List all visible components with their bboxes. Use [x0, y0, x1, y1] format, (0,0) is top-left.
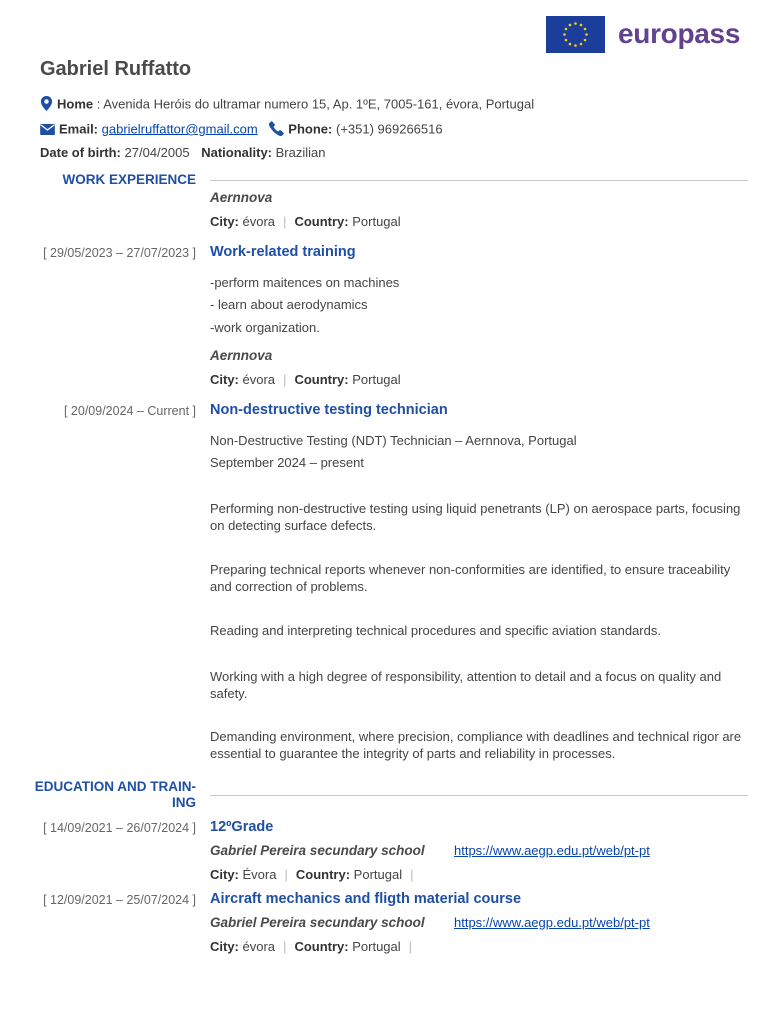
- phone-value: (+351) 969266516: [335, 121, 443, 137]
- eu-star-icon: [584, 39, 587, 42]
- job-description-line: - learn about aerodynamics: [210, 297, 368, 312]
- education-title-line: ING: [171, 795, 196, 810]
- job-description-paragraph: Working with a high degree of responsibility, attention to detail and a focus on quality and safety.: [210, 669, 722, 701]
- eu-star-icon: [580, 24, 583, 27]
- work-experience-title: WORK EXPERIENCE: [62, 172, 196, 187]
- separator: |: [283, 939, 287, 954]
- job-title: Non-destructive testing technician: [210, 402, 448, 418]
- country-value: Portugal: [353, 867, 403, 882]
- eu-star-icon: [574, 44, 577, 47]
- school-website-link[interactable]: https://www.aegp.edu.pt/web/pt-pt: [454, 843, 650, 858]
- home-address: [40, 96, 534, 114]
- email-link[interactable]: gabrielruffattor@gmail.com: [101, 121, 258, 137]
- job-description-paragraph: Performing non-destructive testing using liquid penetrants (LP) on aerospace parts, focusing on detecting surface defects.: [210, 501, 741, 533]
- europass-logo: europass: [618, 18, 741, 49]
- school-name: Gabriel Pereira secundary school: [210, 915, 425, 930]
- eu-star-icon: [569, 43, 572, 46]
- eu-star-icon: [580, 43, 583, 46]
- eu-star-icon: [565, 28, 568, 31]
- country-value: Portugal: [352, 214, 401, 229]
- school-location: [210, 867, 421, 882]
- eu-star-icon: [569, 24, 572, 27]
- email-label: Email:: [59, 121, 99, 137]
- eu-flag-icon: [546, 16, 605, 53]
- phone-icon: [269, 121, 284, 139]
- section-divider: [210, 795, 748, 796]
- separator: |: [408, 939, 413, 954]
- country-value: Portugal: [352, 939, 401, 954]
- eu-star-icon: [574, 22, 577, 25]
- school-location: [210, 939, 420, 954]
- country-label: Country:: [294, 214, 349, 229]
- job-description-paragraph: Reading and interpreting technical procedures and specific aviation standards.: [210, 623, 661, 638]
- job-description-paragraph: Demanding environment, where precision, compliance with deadlines and technical rigor are essential to guarantee the integrity of parts and reliability in processes.: [210, 729, 742, 761]
- qualification-title: 12ºGrade: [210, 819, 274, 835]
- envelope-icon: [40, 123, 55, 138]
- city-value: évora: [242, 939, 276, 954]
- eu-star-icon: [585, 33, 588, 36]
- qualification-title: Aircraft mechanics and fligth material course: [210, 891, 522, 907]
- education-dates: [ 12/09/2021 – 25/07/2024 ]: [43, 893, 196, 907]
- city-label: City:: [210, 939, 239, 954]
- nationality-value: Brazilian: [275, 145, 326, 160]
- separator: |: [284, 867, 288, 882]
- city-value: Évora: [242, 867, 277, 882]
- education-title: [20, 779, 196, 811]
- city-label: City:: [210, 867, 239, 882]
- country-label: Country:: [294, 939, 349, 954]
- employer-name: Aernnova: [210, 190, 273, 205]
- separator: |: [410, 867, 414, 882]
- eu-star-icon: [563, 33, 566, 36]
- dob-label: Date of birth:: [40, 145, 121, 160]
- city-value: évora: [242, 372, 276, 387]
- person-name: Gabriel Ruffatto: [40, 58, 192, 80]
- birth-nationality-line: [40, 145, 326, 160]
- city-label: City:: [210, 372, 239, 387]
- country-label: Country:: [295, 867, 351, 882]
- job-title: Work-related training: [210, 244, 356, 260]
- job-description-paragraph: Preparing technical reports whenever non-conformities are identified, to ensure traceability and correction of problems.: [210, 562, 731, 594]
- home-label: Home: [57, 96, 94, 112]
- separator: |: [283, 214, 287, 229]
- eu-stars: [546, 16, 605, 53]
- location-pin-icon: [40, 96, 53, 114]
- job-description-line: -work organization.: [210, 320, 320, 335]
- school-name: Gabriel Pereira secundary school: [210, 843, 425, 858]
- nationality-label: Nationality:: [201, 145, 273, 160]
- education-dates: [ 14/09/2021 – 26/07/2024 ]: [43, 821, 196, 835]
- eu-star-icon: [565, 39, 568, 42]
- job-dates: [ 29/05/2023 – 27/07/2023 ]: [43, 246, 196, 260]
- education-title-line: EDUCATION AND TRAIN-: [34, 779, 196, 794]
- job-dates: [ 20/09/2024 – Current ]: [63, 404, 196, 418]
- job-description-line: Non-Destructive Testing (NDT) Technician – Aernnova, Portugal: [210, 433, 577, 448]
- city-value: évora: [242, 214, 276, 229]
- phone-label: Phone:: [288, 121, 333, 137]
- country-value: Portugal: [352, 372, 401, 387]
- separator: |: [283, 372, 287, 387]
- city-label: City:: [210, 214, 239, 229]
- employer-name: Aernnova: [210, 348, 273, 363]
- employer-location: [210, 372, 401, 387]
- employer-location: [210, 214, 401, 229]
- home-value: : Avenida Heróis do ultramar numero 15, Ap. 1ºE, 7005-161, évora, Portugal: [93, 96, 535, 112]
- job-description-line: September 2024 – present: [210, 455, 364, 470]
- school-website-link[interactable]: https://www.aegp.edu.pt/web/pt-pt: [454, 915, 650, 930]
- eu-star-icon: [584, 28, 587, 31]
- section-divider: [210, 180, 748, 181]
- dob-value: 27/04/2005: [124, 145, 190, 160]
- contact-line: [40, 121, 443, 139]
- country-label: Country:: [294, 372, 349, 387]
- job-description-line: -perform maitences on machines: [210, 275, 400, 290]
